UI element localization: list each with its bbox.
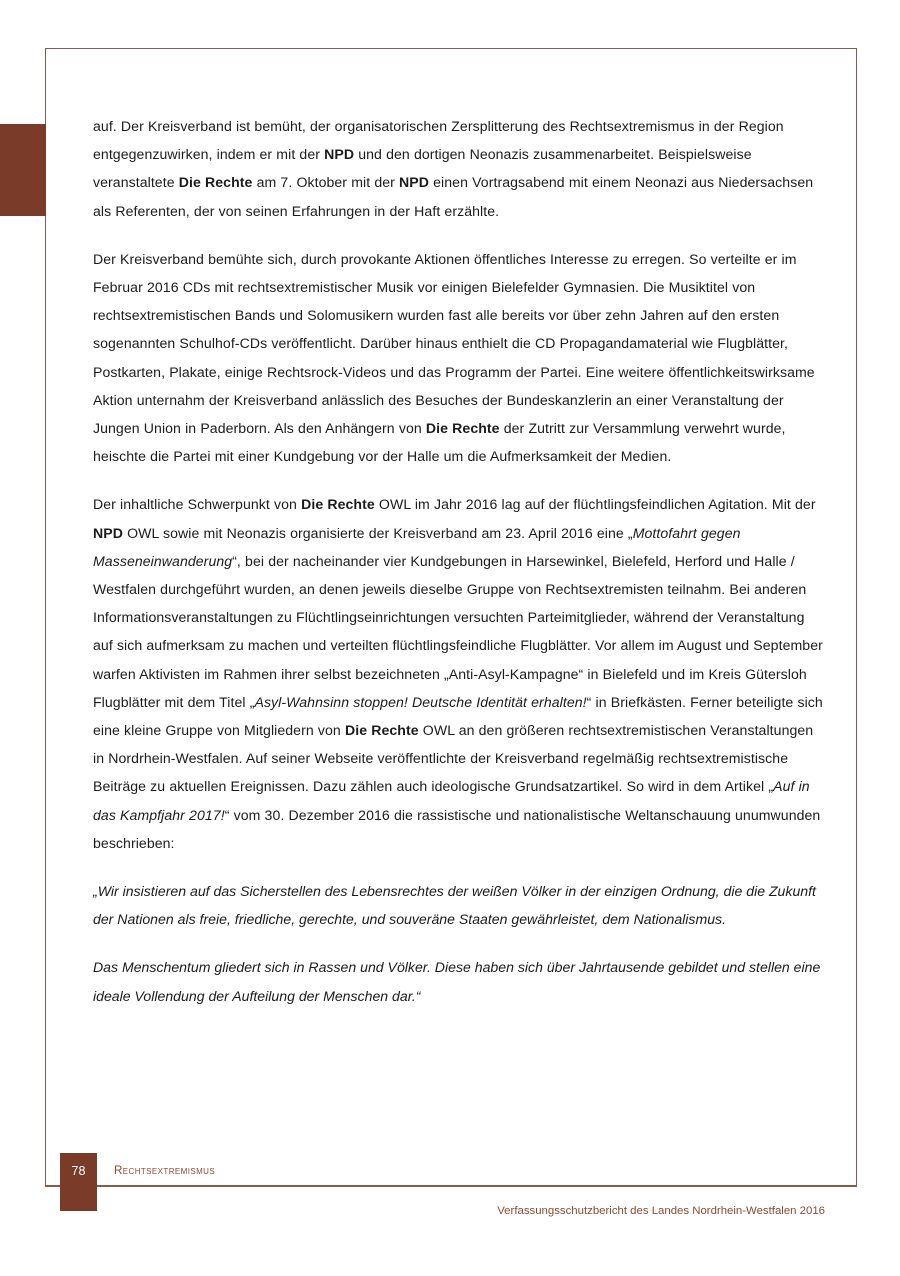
italic-text-run: Das Menschentum gliedert sich in Rassen und Völker. Diese haben sich über Jahrtausende gebildet und stellen eine ideale Vollendung der Aufteilung der Menschen dar.“ — [93, 959, 821, 1004]
italic-text-run: Asyl-Wahnsinn stoppen! Deutsche Identität erhalten! — [254, 693, 587, 710]
text-run: OWL sowie mit Neonazis organisierte der Kreisverband am 23. April 2016 eine „ — [122, 524, 633, 541]
italic-text-run: „Wir insistieren auf das Sicherstellen des Lebensrechtes der weißen Völker in der einzigen Ordnung, die die Zukunft der Nationen als freie, friedliche, gerechte, und souveräne Staaten gewährleistet, dem Nationalismus. — [93, 883, 816, 928]
bold-text-run: NPD — [324, 146, 355, 163]
bold-text-run: Die Rechte — [344, 722, 419, 739]
bold-text-run: Die Rechte — [301, 496, 375, 513]
footer-divider-rule — [45, 1185, 857, 1187]
text-run: “, bei der nacheinander vier Kundgebungen in Harsewinkel, Bielefeld, Herford und Halle / Westfalen durchgeführt wurden, an denen jeweils dieselbe Gruppe von Rechtsextremisten teilnahm. Bei anderen Informationsveranstaltungen zu Flüchtlingseinrichtungen versuchten Parteimitglieder, während der Veranstaltung auf sich aufmerksam zu machen und verteilten flüchtlingsfeindliche Flugblätter. Vor allem im August und September warfen Aktivisten im Rahmen ihrer selbst bezeichneten „Anti-Asyl-Kampagne“ in Bielefeld und im Kreis Gütersloh Flugblätter mit dem Titel „ — [93, 552, 823, 710]
text-run: “ vom 30. Dezember 2016 die rassistische und nationalistische Weltanschauung unumwunden beschrieben: — [93, 806, 821, 851]
italic-text-run: Auf in das Kampfjahr 2017! — [93, 778, 810, 823]
text-run: einen Vortragsabend mit einem Neonazi aus Niedersachsen als Referenten, der von seinen Erfahrungen in der Haft erzählte. — [93, 174, 814, 219]
blockquote-paragraph — [93, 877, 826, 933]
text-run: Der inhaltliche Schwerpunkt von — [93, 496, 302, 513]
italic-text-run: Mottofahrt gegen Masseneinwanderung — [93, 524, 741, 569]
text-run: OWL an den größeren rechtsextremistischen Veranstaltungen in Nordrhein-Westfalen. Auf seiner Webseite veröffentlichte der Kreisverband regelmäßig rechtsextremistische Beiträge zu aktuellen Ereignissen. Dazu zählen auch ideologische Grundsatzartikel. So wird in dem Artikel „ — [93, 722, 814, 795]
body-paragraph — [93, 490, 826, 857]
page-number-label: 78 — [71, 1164, 86, 1178]
bold-text-run: NPD — [399, 174, 430, 191]
footer-chapter-label: Rechtsextremismus — [114, 1164, 216, 1177]
bold-text-run: Die Rechte — [425, 420, 500, 437]
text-run: und den dortigen Neonazis zusammenarbeitet. Beispielsweise veranstaltete — [93, 146, 752, 191]
text-run: OWL im Jahr 2016 lag auf der flüchtlingsfeindlichen Agitation. Mit der — [374, 496, 816, 513]
body-paragraph — [93, 112, 826, 225]
bold-text-run: NPD — [93, 524, 123, 541]
text-run: Der Kreisverband bemühte sich, durch provokante Aktionen öffentliches Interesse zu erregen. So verteilte er im Februar 2016 CDs mit rechtsextremistischer Musik vor einigen Bielefelder Gymnasien. Die Musiktitel von rechtsextremistischen Bands und Solomusikern wurden fast alle bereits vor über zehn Jahren auf den ersten sogenannten Schulhof-CDs veröffentlicht. Darüber hinaus enthielt die CD Propagandamaterial wie Flugblätter, Postkarten, Plakate, einige Rechtsrock-Videos und das Programm der Partei. Eine weitere öffentlichkeitswirksame Aktion unternahm der Kreisverband anlässlich des Besuches der Bundeskanzlerin an einer Veranstaltung der Jungen Union in Paderborn. Als den Anhängern von — [93, 250, 815, 437]
body-paragraph — [93, 245, 826, 471]
chapter-thumb-index-tab — [0, 124, 46, 216]
blockquote-paragraph — [93, 953, 826, 1009]
text-run: “ in Briefkästen. Ferner beteiligte sich eine kleine Gruppe von Mitgliedern von — [93, 693, 823, 739]
text-run: der Zutritt zur Versammlung verwehrt wurde, heischte die Partei mit einer Kundgebung vor der Halle um die Aufmerksamkeit der Medien. — [93, 420, 786, 465]
footer-report-title: Verfassungsschutzbericht des Landes Nordrhein-Westfalen 2016 — [497, 1205, 825, 1217]
text-run: auf. Der Kreisverband ist bemüht, der organisatorischen Zersplitterung des Rechtsextremismus in der Region entgegenzuwirken, indem er mit der — [93, 118, 784, 163]
bold-text-run: Die Rechte — [178, 174, 253, 191]
page-number-badge — [60, 1153, 97, 1211]
text-run: am 7. Oktober mit der — [252, 174, 400, 191]
body-text-column — [93, 112, 826, 1030]
